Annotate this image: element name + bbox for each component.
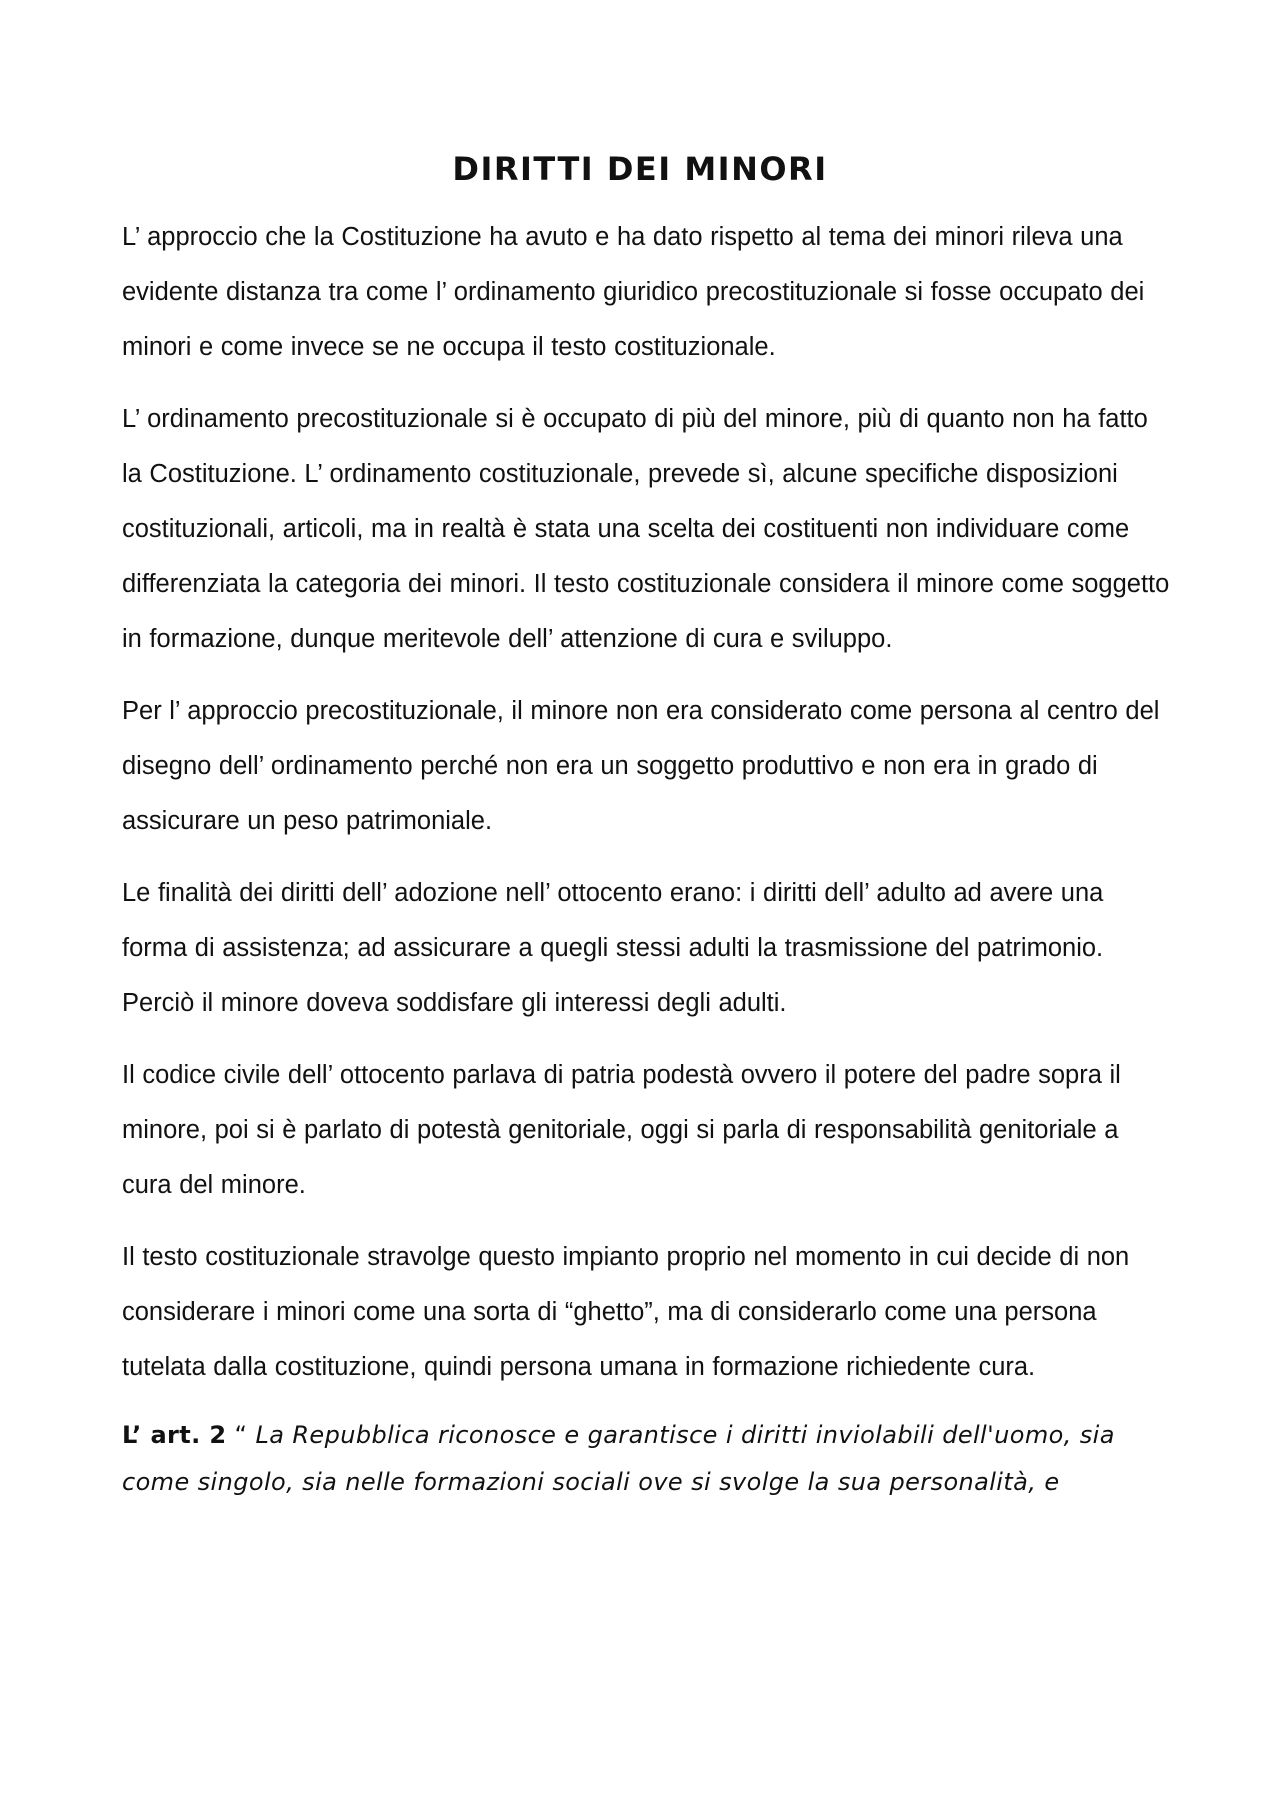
article-open-quote: “	[226, 1421, 256, 1449]
paragraph-2: L’ ordinamento precostituzionale si è occupato di più del minore, più di quanto non ha fatto la Costituzione. L’ ordinamento costituzionale, prevede sì, alcune specifiche disposizioni costituzionali, articoli, ma in realtà è stata una scelta dei costituenti non individuare come differenziata la categoria dei minori. Il testo costituzionale considera il minore come soggetto in formazione, dunque meritevole dell’ attenzione di cura e sviluppo.	[122, 405, 1170, 653]
article-quote-text: La Repubblica riconosce e garantisce i diritti inviolabili dell'uomo, sia come singolo, sia nelle formazioni sociali ove si svolge la sua personalità, e	[122, 1421, 1115, 1496]
document-body	[122, 210, 1172, 1506]
article-label: L’ art. 2	[122, 1421, 227, 1449]
article-citation	[122, 1412, 1172, 1506]
paragraph-1: L’ approccio che la Costituzione ha avuto e ha dato rispetto al tema dei minori rileva una evidente distanza tra come l’ ordinamento giuridico precostituzionale si fosse occupato dei minori e come invece se ne occupa il testo costituzionale.	[122, 223, 1145, 361]
paragraph-5: Il codice civile dell’ ottocento parlava di patria podestà ovvero il potere del padre sopra il minore, poi si è parlato di potestà genitoriale, oggi si parla di responsabilità genitoriale a cura del minore.	[122, 1061, 1121, 1199]
paragraph-3: Per l’ approccio precostituzionale, il minore non era considerato come persona al centro del disegno dell’ ordinamento perché non era un soggetto produttivo e non era in grado di assicurare un peso patrimoniale.	[122, 697, 1160, 835]
paragraph-6: Il testo costituzionale stravolge questo impianto proprio nel momento in cui decide di non considerare i minori come una sorta di “ghetto”, ma di considerarlo come una persona tutelata dalla costituzione, quindi persona umana in formazione richiedente cura.	[122, 1243, 1130, 1381]
document-title: DIRITTI DEI MINORI	[452, 150, 828, 188]
paragraph-4: Le finalità dei diritti dell’ adozione nell’ ottocento erano: i diritti dell’ adulto ad avere una forma di assistenza; ad assicurare a quegli stessi adulti la trasmissione del patrimonio. Perciò il minore doveva soddisfare gli interessi degli adulti.	[122, 879, 1104, 1017]
